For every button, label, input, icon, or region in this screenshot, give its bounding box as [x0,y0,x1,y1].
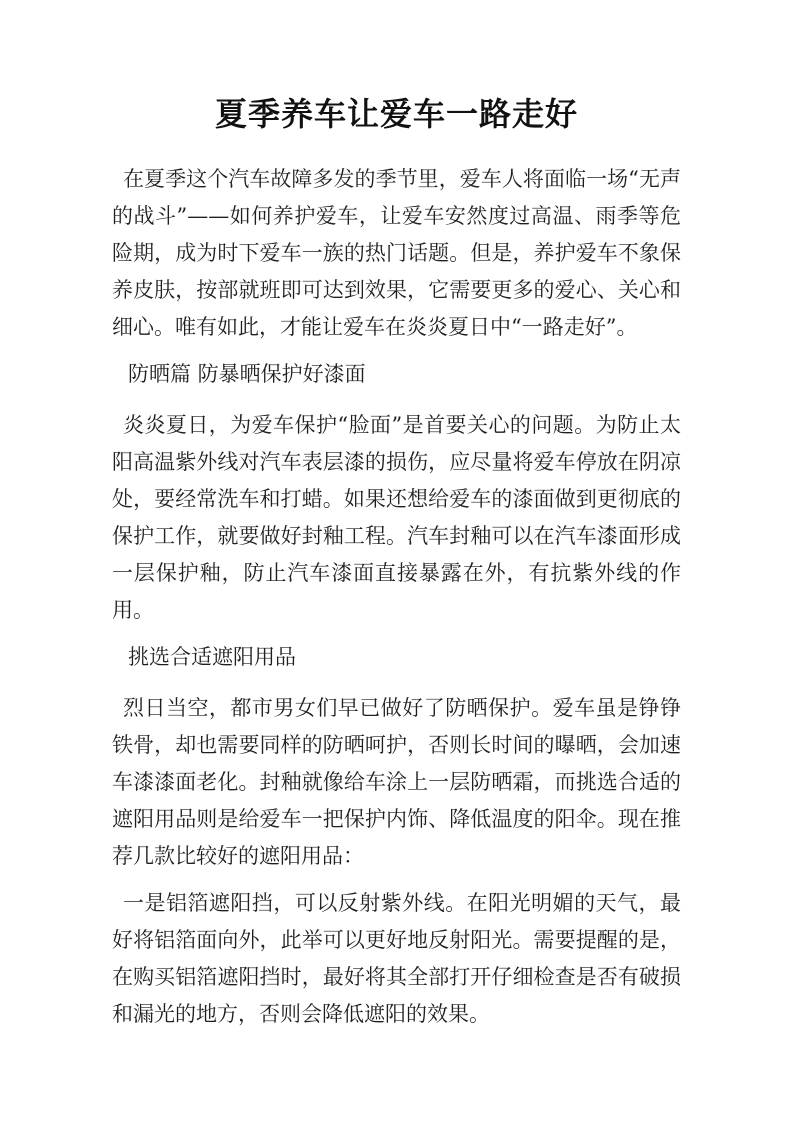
section-heading-sunshade-products: 挑选合适遮阳用品 [128,645,296,669]
paragraph-aluminum-foil-shade: 一是铝箔遮阳挡，可以反射紫外线。在阳光明媚的天气，最好将铝箔面向外，此举可以更好地反射阳光。需要提醒的是，在购买铝箔遮阳挡时，最好将其全部打开仔细检查是否有破损和漏光的地方，否则会降低遮阳的效果。 [112,891,681,1026]
paragraph-paint-protection: 炎炎夏日，为爱车保护“脸面”是首要关心的问题。为防止太阳高温紫外线对汽车表层漆的损伤，应尽量将爱车停放在阴凉处，要经常洗车和打蜡。如果还想给爱车的漆面做到更彻底的保护工作，就要做好封釉工程。汽车封釉可以在汽车漆面形成一层保护釉，防止汽车漆面直接暴露在外，有抗紫外线的作用。 [112,413,681,622]
paragraph-intro: 在夏季这个汽车故障多发的季节里，爱车人将面临一场“无声的战斗”——如何养护爱车，让爱车安然度过高温、雨季等危险期，成为时下爱车一族的热门话题。但是，养护爱车不象保养皮肤，按部就班即可达到效果，它需要更多的爱心、关心和细心。唯有如此，才能让爱车在炎炎夏日中“一路走好”。 [112,167,681,339]
section-heading-sunscreen: 防晒篇 防暴晒保护好漆面 [128,362,366,386]
document-title: 夏季养车让爱车一路走好 [214,95,578,133]
paragraph-sunshade-intro: 烈日当空，都市男女们早已做好了防晒保护。爱车虽是铮铮铁骨，却也需要同样的防晒呵护，否则长时间的曝晒，会加速车漆漆面老化。封釉就像给车涂上一层防晒霜，而挑选合适的遮阳用品则是给爱车一把保护内饰、降低温度的阳伞。现在推荐几款比较好的遮阳用品： [112,696,681,868]
